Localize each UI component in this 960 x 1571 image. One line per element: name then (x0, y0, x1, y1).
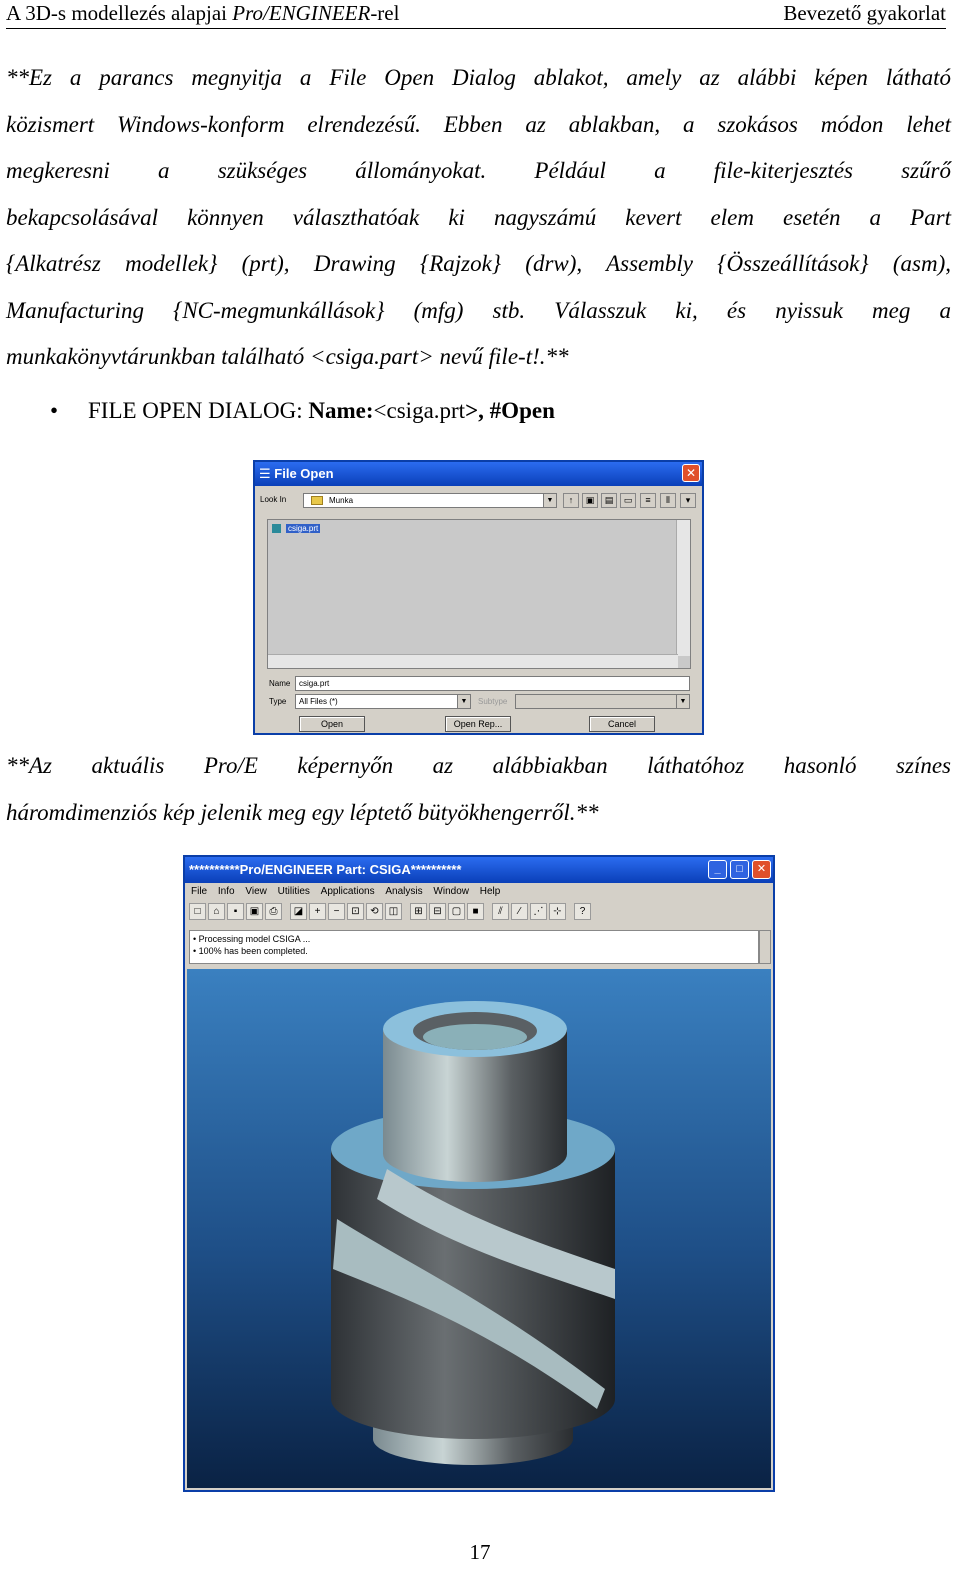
orient-icon[interactable]: ⟲ (366, 903, 383, 920)
menu-window[interactable]: Window (433, 886, 469, 897)
paragraph-2 (6, 743, 951, 836)
part-file-icon (272, 524, 281, 533)
type-value: All Files (*) (299, 697, 338, 706)
paragraph-line: háromdimenziós kép jelenik meg egy léptető bütyökhengerről.** (6, 799, 599, 825)
chevron-down-icon[interactable]: ▼ (457, 695, 470, 708)
file-item-name: csiga.prt (288, 524, 319, 533)
menu-applications[interactable]: Applications (320, 886, 375, 897)
menu-utilities[interactable]: Utilities (277, 886, 310, 897)
header-left-italic: Pro/ENGINEER (232, 1, 371, 25)
save-icon[interactable]: ▪ (227, 903, 244, 920)
proe-window (183, 855, 775, 1492)
hidden-line-icon[interactable]: ⊟ (429, 903, 446, 920)
proe-titlebar (185, 857, 773, 883)
dialog-title: File Open (274, 466, 334, 481)
new-icon[interactable]: □ (189, 903, 206, 920)
shading-icon[interactable]: ■ (467, 903, 484, 920)
look-in-label: Look In (260, 495, 287, 504)
paragraph-1 (6, 55, 951, 381)
new-folder-icon[interactable]: ▭ (620, 493, 636, 508)
open-rep-button[interactable]: Open Rep... (445, 716, 511, 732)
open-icon[interactable]: ⌂ (208, 903, 225, 920)
bullet-symbol: • (50, 398, 59, 423)
proe-title: **********Pro/ENGINEER Part: CSIGA********** (189, 862, 462, 877)
datum-points-icon[interactable]: ⋰ (530, 903, 547, 920)
open-button[interactable]: Open (299, 716, 365, 732)
refit-icon[interactable]: ⊡ (347, 903, 364, 920)
cancel-button[interactable]: Cancel (589, 716, 655, 732)
menu-info[interactable]: Info (217, 886, 235, 897)
menu-icon: ☰ (259, 466, 271, 481)
folder-icon (311, 496, 323, 505)
chevron-down-icon[interactable]: ▼ (543, 494, 556, 507)
horizontal-scrollbar[interactable] (268, 654, 678, 668)
header-left-suffix: -rel (370, 1, 400, 25)
paragraph-line: megkeresni a szükséges állományokat. Például a file-kiterjesztés szűrő (6, 158, 951, 183)
file-item[interactable] (272, 524, 320, 533)
proe-menubar (185, 883, 502, 901)
bullet-text: FILE OPEN DIALOG: (88, 398, 309, 423)
menu-analysis[interactable]: Analysis (385, 886, 423, 897)
header-right: Bevezető gyakorlat (783, 1, 946, 25)
bullet-bold-open: >, #Open (465, 398, 555, 423)
zoom-out-icon[interactable]: − (328, 903, 345, 920)
repaint-icon[interactable]: ◪ (290, 903, 307, 920)
menu-view[interactable]: View (245, 886, 267, 897)
paragraph-line: munkakönyvtárunkban található <csiga.part> nevű file-t!.** (6, 344, 569, 369)
file-open-dialog (253, 460, 704, 735)
page-number: 17 (469, 1540, 491, 1564)
working-dir-icon[interactable]: ▣ (582, 493, 598, 508)
instruction-bullet (50, 398, 555, 424)
vertical-scrollbar[interactable] (676, 520, 690, 656)
name-value: csiga.prt (299, 679, 330, 688)
coord-sys-icon[interactable]: ⊹ (549, 903, 566, 920)
page-header (6, 0, 946, 29)
no-hidden-icon[interactable]: ▢ (448, 903, 465, 920)
look-in-value: Munka (329, 496, 354, 505)
wireframe-icon[interactable]: ⊞ (410, 903, 427, 920)
proe-toolbar (189, 903, 593, 925)
type-select[interactable] (295, 694, 471, 709)
zoom-in-icon[interactable]: + (309, 903, 326, 920)
dialog-titlebar (255, 462, 702, 486)
paragraph-line: **Ez a parancs megnyitja a File Open Dialog ablakot, amely az alábbi képen látható (6, 65, 951, 90)
look-in-select[interactable] (303, 493, 557, 508)
folder-up-icon[interactable]: ↑ (563, 493, 579, 508)
maximize-icon[interactable]: □ (730, 860, 749, 879)
graphics-viewport[interactable] (187, 969, 771, 1488)
hub-bore-inner (423, 1024, 527, 1050)
datum-axes-icon[interactable]: ⁄ (511, 903, 528, 920)
subtype-select[interactable] (515, 694, 690, 709)
paragraph-line: bekapcsolásával könnyen választhatóak ki nagyszámú kevert elem esetén a Part (6, 204, 951, 230)
name-input[interactable] (295, 676, 690, 691)
paragraph-line: közismert Windows-konform elrendezésű. Ebben az ablakban, a szokásos módon lehet (6, 111, 951, 137)
message-line: • Processing model CSIGA ... (193, 934, 311, 944)
cam-body (331, 1149, 615, 1439)
options-icon[interactable]: ▾ (680, 493, 696, 508)
close-icon[interactable]: ✕ (752, 860, 771, 879)
save-copy-icon[interactable]: ▣ (246, 903, 263, 920)
list-view-icon[interactable]: ≡ (640, 493, 656, 508)
bullet-filename: <csiga.prt (373, 398, 466, 423)
in-session-icon[interactable]: ▤ (601, 493, 617, 508)
menu-help[interactable]: Help (479, 886, 501, 897)
name-label: Name (269, 679, 291, 688)
message-area (189, 930, 759, 964)
chevron-down-icon[interactable]: ▼ (676, 695, 689, 708)
type-label: Type (269, 697, 287, 706)
bullet-bold-name: Name: (308, 398, 374, 423)
help-icon[interactable]: ? (574, 903, 591, 920)
datum-planes-icon[interactable]: ⫽ (492, 903, 509, 920)
close-icon[interactable]: ✕ (682, 464, 700, 482)
header-left (6, 1, 399, 26)
paragraph-line: Manufacturing {NC-megmunkállások} (mfg) stb. Válasszuk ki, és nyissuk meg a (6, 297, 951, 323)
minimize-icon[interactable]: _ (708, 860, 727, 879)
saved-views-icon[interactable]: ◫ (385, 903, 402, 920)
subtype-label: Subtype (478, 697, 508, 706)
print-icon[interactable]: ⎙ (265, 903, 282, 920)
details-view-icon[interactable]: ⦀ (660, 493, 676, 508)
paragraph-line: **Az aktuális Pro/E képernyőn az alábbiakban láthatóhoz hasonló színes (6, 753, 951, 778)
message-line: • 100% has been completed. (193, 946, 308, 956)
paragraph-line: {Alkatrész modellek} (prt), Drawing {Rajzok} (drw), Assembly {Összeállítások} (asm), (6, 251, 951, 276)
menu-file[interactable]: File (191, 886, 208, 897)
file-list[interactable] (267, 519, 691, 669)
cam-cylinder-model (187, 969, 771, 1488)
header-left-text: A 3D-s modellezés alapjai (6, 1, 233, 25)
message-scrollbar[interactable] (759, 930, 771, 964)
